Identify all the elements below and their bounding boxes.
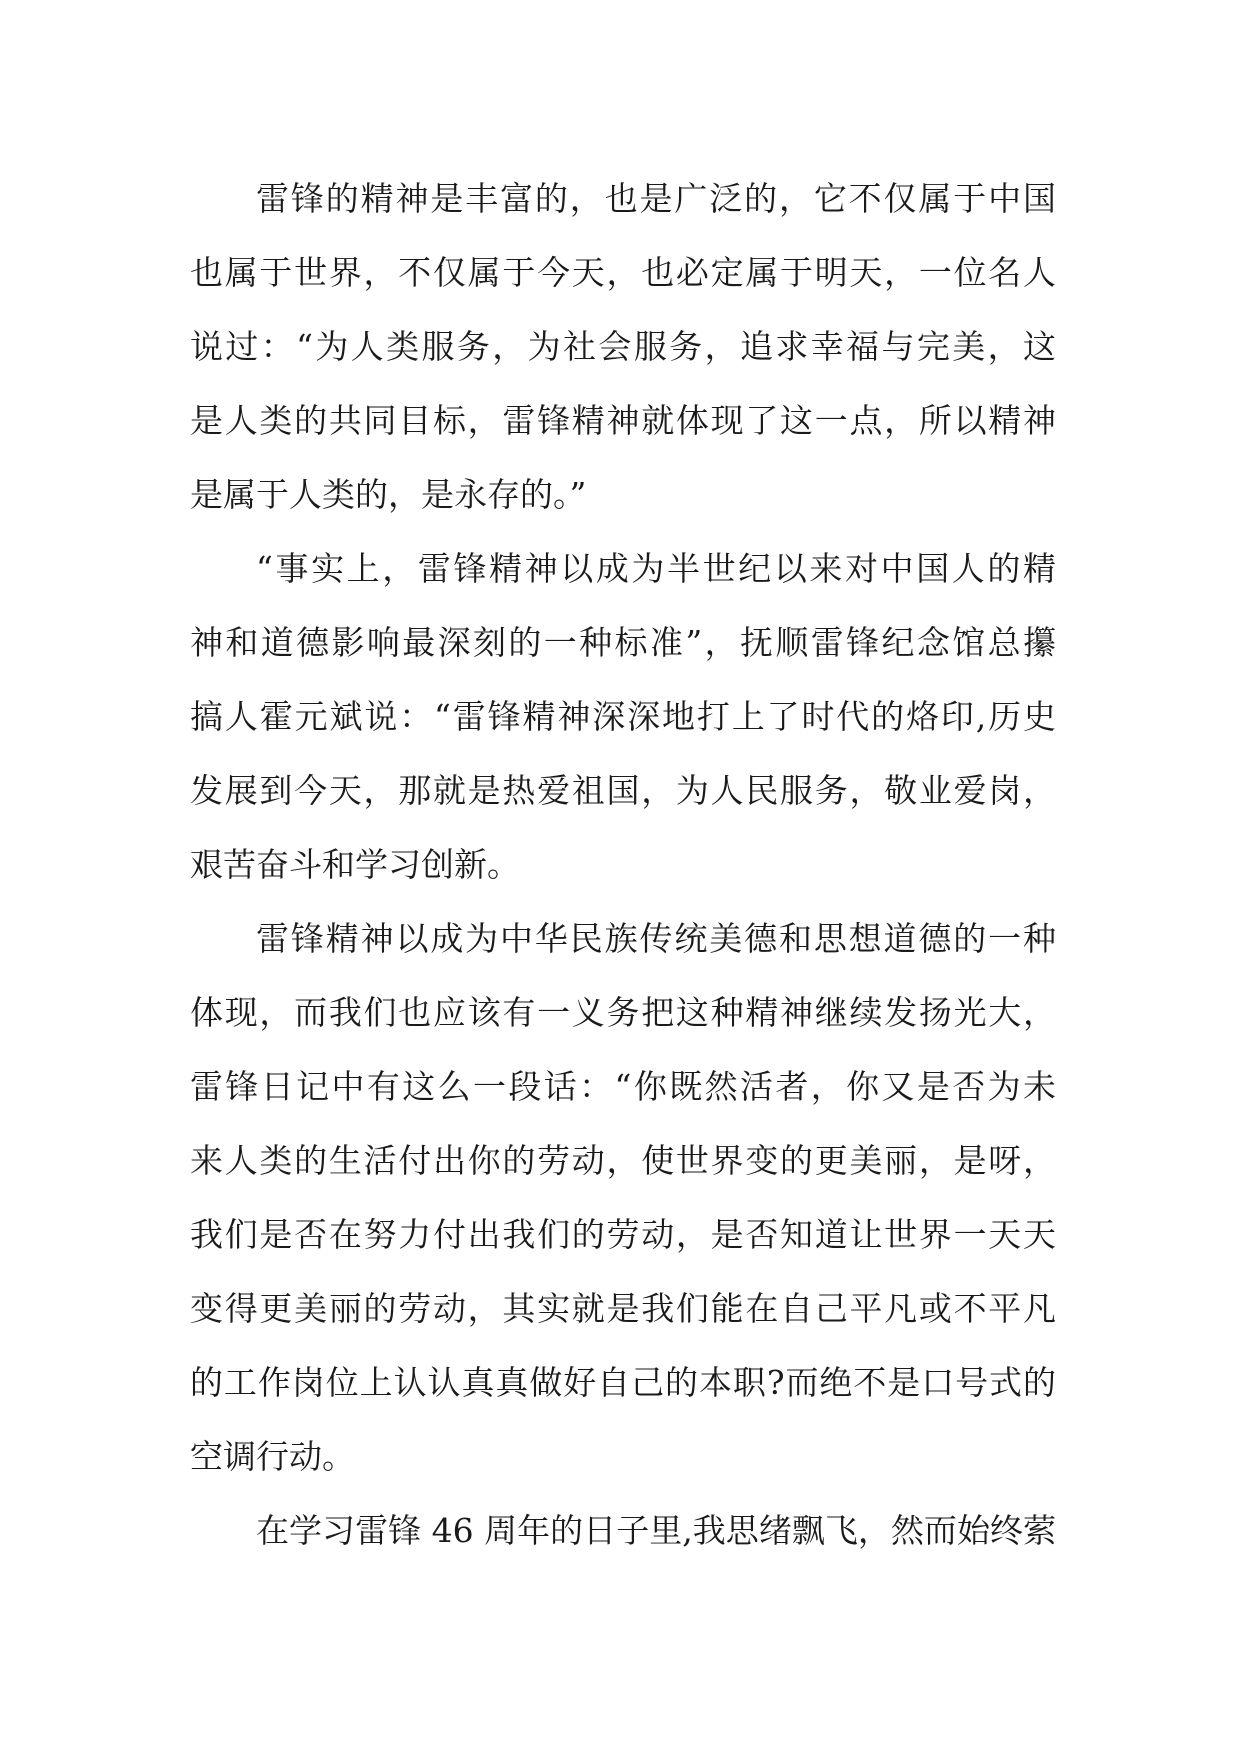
- paragraph-2-line-1: “事实上，雷锋精神以成为半世纪以来对中国人的精: [256, 549, 1056, 588]
- paragraph-1-line-3: 说过：“为人类服务，为社会服务，追求幸福与完美，这: [190, 327, 1056, 366]
- paragraph-1-line-2: 也属于世界，不仅属于今天，也必定属于明天，一位名人: [190, 253, 1056, 292]
- paragraph-4-line-1: 在学习雷锋 46 周年的日子里,我思绪飘飞，然而始终萦: [256, 1511, 1056, 1550]
- paragraph-1-line-4: 是人类的共同目标，雷锋精神就体现了这一点，所以精神: [190, 401, 1056, 440]
- paragraph-1-line-1: 雷锋的精神是丰富的，也是广泛的，它不仅属于中国: [256, 179, 1056, 218]
- paragraph-3-line-2: 体现，而我们也应该有一义务把这种精神继续发扬光大，: [190, 993, 1056, 1032]
- paragraph-3-line-8: 空调行动。: [190, 1437, 355, 1476]
- paragraph-3-line-3: 雷锋日记中有这么一段话：“你既然活者，你又是否为未: [190, 1067, 1056, 1106]
- paragraph-2-line-2: 神和道德影响最深刻的一种标准”，抚顺雷锋纪念馆总攥: [190, 623, 1056, 662]
- paragraph-3-line-6: 变得更美丽的劳动，其实就是我们能在自己平凡或不平凡: [190, 1289, 1056, 1328]
- paragraph-3-line-7: 的工作岗位上认认真真做好自己的本职?而绝不是口号式的: [190, 1363, 1056, 1402]
- paragraph-3-line-5: 我们是否在努力付出我们的劳动，是否知道让世界一天天: [190, 1215, 1056, 1254]
- paragraph-2-line-5: 艰苦奋斗和学习创新。: [190, 845, 520, 884]
- paragraph-2-line-3: 搞人霍元斌说：“雷锋精神深深地打上了时代的烙印,历史: [190, 697, 1056, 736]
- document-body: [190, 162, 1056, 1568]
- paragraph-2-line-4: 发展到今天，那就是热爱祖国，为人民服务，敬业爱岗，: [190, 771, 1056, 810]
- paragraph-1-line-5: 是属于人类的，是永存的。”: [190, 475, 587, 514]
- paragraph-3-line-1: 雷锋精神以成为中华民族传统美德和思想道德的一种: [256, 919, 1056, 958]
- paragraph-3-line-4: 来人类的生活付出你的劳动，使世界变的更美丽，是呀，: [190, 1141, 1056, 1180]
